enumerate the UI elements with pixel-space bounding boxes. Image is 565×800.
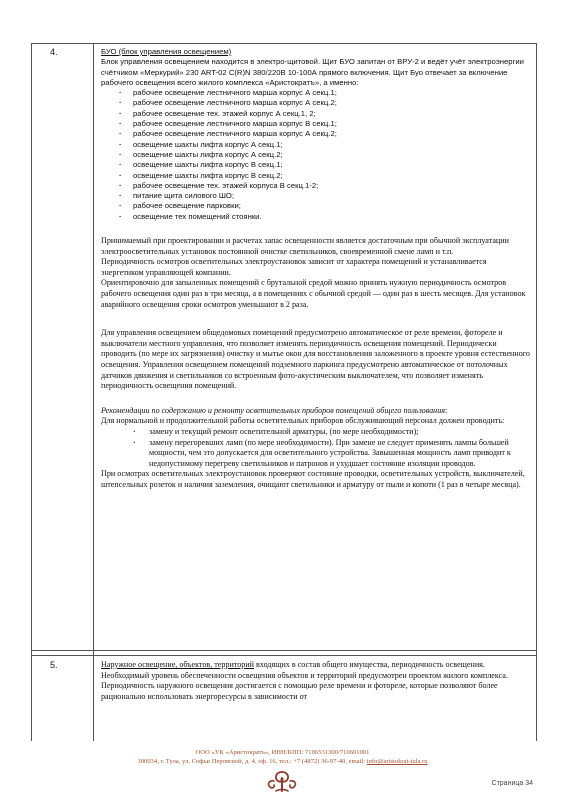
paragraph: Периодичность наружного освещения достигается с помощью реле времени и фотореле, которые позволяют более рационально использовать энергоресурсы в зависимости от <box>101 681 498 701</box>
intro-paragraph: Блок управления освещением находится в электро-щитовой. Щит БУО запитан от ВРУ-2 и ведёт учёт электроэнергии счётчиком «Меркурий» 230 ART-02 C(R)N 380/220В 10-100А прямого включения. Щит Буо отвечает за включение рабочего освещения всего жилого комплекса «Аристократъ», а именно: <box>101 57 524 87</box>
row-number-4: 4. <box>50 47 58 57</box>
list-item: · рабочее освещение парковки; <box>119 201 531 211</box>
list-item: · освещение шахты лифта корпус В секц.1; <box>119 160 531 170</box>
section-heading: Наружное освещение, объектов, территорий входящих в состав общего имущества, периодичность освещения. <box>101 660 485 669</box>
lighting-list <box>101 88 531 222</box>
row-number-5: 5. <box>50 660 58 670</box>
recommendations-list <box>101 427 531 469</box>
list-item: · замену перегоревших ламп (по мере необходимости). При замене не следует применять лампы большей мощности, чем это допускается для осветительного устройства. Завышенная мощность ламп приводит к недопустимому перегреву светильников и патронов и ухудшает состояние изоляции проводов. <box>133 438 531 470</box>
row-5-content <box>101 660 531 702</box>
list-item: · освещение шахты лифта корпус А секц.2; <box>119 150 531 160</box>
footer-address: 300034, г. Тула, ул. Софьи Перовской, д. 4, оф. 16, тел.: +7 (4872) 36-97-40, email: info@aristokrat-tula.ru <box>137 758 428 765</box>
list-item: · рабочее освещение лестничного марша корпус В секц.1; <box>119 119 531 129</box>
list-item: · рабочее освещение тех. этажей корпуса В секц.1-2; <box>119 181 531 191</box>
section-heading: БУО (блок управления освещением) <box>101 47 232 56</box>
footer-company: ООО «УК «Аристократъ», ИНН/КПП: 7106531300/710601001 <box>195 749 370 756</box>
paragraph: Принимаемый при проектировании и расчетах запас освещенности является достаточным при обычной эксплуатации электроосветительных установок постоянной очистке светильников, своевременной смене ламп и т.п. <box>101 236 509 256</box>
footer-email-link[interactable]: info@aristokrat-tula.ru <box>366 758 428 765</box>
paragraph: Для управления освещением общедомовых помещений предусмотрено автоматическое от реле времени, фотореле и выключатели местного управления, что позволяет изменять периодичность освещения помещений. Периодически проводить (по мере их загрязнения) очистку и мытье окон для восстановления заложенного в проекте уровня естественного освещения. Управления освещением помещений подземного паркинга предусмотрено автоматическое от потолочных датчиков движения и светильников со встроенным фото-акустическим выключателем, что позволяет изменять периодичность освещения помещений. <box>101 328 530 391</box>
ornament-logo-icon <box>262 768 302 794</box>
paragraph: Периодичность осмотров осветительных электроустановок зависит от характера помещений и устанавливается энергетиком управляющей компании. <box>101 257 487 277</box>
list-item: · освещение шахты лифта корпус А секц.1; <box>119 140 531 150</box>
list-item: · замену и текущий ремонт осветительной арматуры, (по мере необходимости); <box>133 427 531 438</box>
recommendations-heading: Рекомендации по содержанию и ремонту осветительных приборов помещений общего пользования: <box>101 405 448 415</box>
list-item: · освещение тех помещений стоянки. <box>119 212 531 222</box>
page-number: Страница 34 <box>491 780 533 787</box>
list-item: · рабочее освещение тех. этажей корпус А секц.1, 2; <box>119 109 531 119</box>
list-item: · освещение шахты лифта корпус В секц.2; <box>119 171 531 181</box>
paragraph: Для нормальной и продолжительной работы осветительных приборов обслуживающий персонал должен проводить: <box>101 416 505 426</box>
paragraph: При осмотрах осветительных электроустановок проверяют состояние проводки, осветительных устройств, выключателей, штепсельных розеток и наличия заземления, очищают светильники и арматуру от пыли и копоти (1 раз в четыре месяца). <box>101 469 525 489</box>
list-item: · рабочее освещение лестничного марша корпус А секц.2; <box>119 129 531 139</box>
paragraph: Необходимый уровень обеспеченности освещения объектов и территорий предусмотрен проектом жилого комплекса. <box>101 670 508 680</box>
footer <box>0 748 565 766</box>
row-4-content <box>101 47 531 491</box>
list-item: · питание щита силового ШО; <box>119 191 531 201</box>
list-item: · рабочее освещение лестничного марша корпус А секц.2; <box>119 98 531 108</box>
list-item: · рабочее освещение лестничного марша корпус А секц.1; <box>119 88 531 98</box>
paragraph: Ориентировочно для запыленных помещений с брутальной средой можно принять нужную периодичность осмотров рабочего освещения один раз в три месяца, а в помещениях с обычной средой — один раз в шесть месяцев. Для установок аварийного освещения сроки осмотров уменьшают в 2 раза. <box>101 278 526 309</box>
